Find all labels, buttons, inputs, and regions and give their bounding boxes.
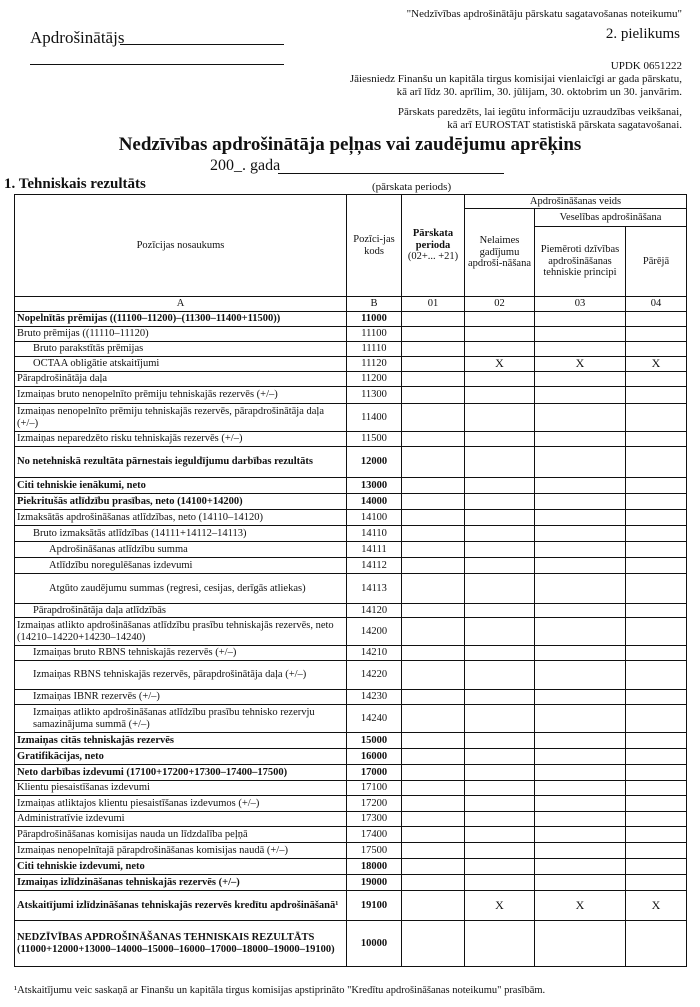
row-name: Pārapdrošināšanas komisijas nauda un līdzdalība peļņā <box>15 827 347 843</box>
value-cell[interactable] <box>535 372 626 387</box>
value-cell[interactable] <box>535 432 626 447</box>
value-cell[interactable] <box>465 765 535 781</box>
value-cell[interactable] <box>465 646 535 661</box>
value-cell[interactable] <box>535 510 626 526</box>
value-cell[interactable] <box>535 812 626 827</box>
value-cell[interactable] <box>535 921 626 967</box>
value-cell[interactable]: X <box>626 357 687 372</box>
row-code: 10000 <box>347 921 402 967</box>
row-code: 17400 <box>347 827 402 843</box>
value-cell[interactable] <box>465 558 535 574</box>
value-cell[interactable] <box>402 510 465 526</box>
row-code: 14120 <box>347 604 402 618</box>
table-row <box>15 558 687 574</box>
table-row <box>15 327 687 342</box>
value-cell[interactable] <box>465 875 535 891</box>
value-cell[interactable] <box>465 796 535 812</box>
value-cell[interactable] <box>465 859 535 875</box>
row-name: Pārapdrošinātāja daļa <box>15 372 347 387</box>
submission-note <box>262 73 682 99</box>
value-cell[interactable] <box>465 387 535 404</box>
value-cell[interactable] <box>626 661 687 690</box>
row-name: Citi tehniskie izdevumi, neto <box>15 859 347 875</box>
table-row <box>15 733 687 749</box>
purpose-note <box>262 106 682 132</box>
value-cell[interactable] <box>626 859 687 875</box>
row-code: 14200 <box>347 618 402 646</box>
value-cell[interactable] <box>465 604 535 618</box>
row-name: Administratīvie izdevumi <box>15 812 347 827</box>
value-cell[interactable] <box>535 478 626 494</box>
value-cell[interactable] <box>465 574 535 604</box>
value-cell[interactable] <box>402 618 465 646</box>
value-cell[interactable] <box>402 526 465 542</box>
header-position-code: Pozīci-jas kods <box>347 195 402 297</box>
row-name: Izmaiņas bruto RBNS tehniskajās rezervēs (+/–) <box>15 646 347 661</box>
col-letter-b: B <box>347 297 402 312</box>
value-cell[interactable]: X <box>626 891 687 921</box>
purpose-note-line-2: kā arī EUROSTAT statistiskā pārskata sagatavošanai. <box>447 119 682 131</box>
value-cell[interactable] <box>626 604 687 618</box>
row-code: 14112 <box>347 558 402 574</box>
value-cell[interactable] <box>465 494 535 510</box>
value-cell[interactable] <box>535 558 626 574</box>
table-row <box>15 404 687 432</box>
table-row <box>15 812 687 827</box>
value-cell[interactable] <box>626 404 687 432</box>
value-cell[interactable] <box>535 765 626 781</box>
value-cell[interactable] <box>465 618 535 646</box>
value-cell[interactable] <box>402 812 465 827</box>
year-input-line[interactable] <box>278 173 504 174</box>
value-cell[interactable] <box>402 796 465 812</box>
table-row <box>15 387 687 404</box>
value-cell[interactable] <box>535 312 626 327</box>
value-cell[interactable] <box>535 447 626 478</box>
value-cell[interactable] <box>626 542 687 558</box>
value-cell[interactable]: X <box>535 357 626 372</box>
value-cell[interactable] <box>465 327 535 342</box>
table-row <box>15 921 687 967</box>
value-cell[interactable] <box>402 447 465 478</box>
row-name: Neto darbības izdevumi (17100+17200+17300–17400–17500) <box>15 765 347 781</box>
purpose-note-line-1: Pārskats paredzēts, lai iegūtu informāciju uzraudzības veikšanai, <box>397 106 682 118</box>
table-row <box>15 526 687 542</box>
regulation-name: "Nedzīvības apdrošinātāju pārskatu sagatavošanas noteikumu" <box>406 8 682 20</box>
table-row <box>15 646 687 661</box>
row-name: No netehniskā rezultāta pārnestais ieguldījumu darbības rezultāts <box>15 447 347 478</box>
value-cell[interactable] <box>402 749 465 765</box>
value-cell[interactable] <box>402 404 465 432</box>
row-name: Gratifikācijas, neto <box>15 749 347 765</box>
value-cell[interactable] <box>626 781 687 796</box>
value-cell[interactable] <box>535 387 626 404</box>
col-number-03: 03 <box>535 297 626 312</box>
value-cell[interactable] <box>626 690 687 705</box>
submission-note-line-2: kā arī līdz 30. aprīlim, 30. jūlijam, 30. oktobrim un 30. janvārim. <box>396 86 682 98</box>
value-cell[interactable] <box>465 447 535 478</box>
annex-label: 2. pielikums <box>605 26 680 42</box>
table-row <box>15 342 687 357</box>
value-cell[interactable] <box>535 646 626 661</box>
value-cell[interactable] <box>402 542 465 558</box>
table-row <box>15 604 687 618</box>
value-cell[interactable] <box>465 526 535 542</box>
value-cell[interactable] <box>535 661 626 690</box>
row-code: 19100 <box>347 891 402 921</box>
value-cell[interactable] <box>465 661 535 690</box>
value-cell[interactable] <box>535 690 626 705</box>
value-cell[interactable] <box>535 542 626 558</box>
table-row <box>15 875 687 891</box>
value-cell[interactable] <box>465 749 535 765</box>
row-code: 15000 <box>347 733 402 749</box>
page-title: Nedzīvības apdrošinātāja peļņas vai zaudējumu aprēķins <box>118 134 582 155</box>
col-letter-a: A <box>15 297 347 312</box>
value-cell[interactable]: X <box>465 891 535 921</box>
value-cell[interactable] <box>465 705 535 733</box>
value-cell[interactable] <box>402 765 465 781</box>
row-code: 11400 <box>347 404 402 432</box>
value-cell[interactable] <box>402 387 465 404</box>
table-row <box>15 510 687 526</box>
value-cell[interactable] <box>535 843 626 859</box>
table-row <box>15 447 687 478</box>
col-number-01: 01 <box>402 297 465 312</box>
value-cell[interactable] <box>535 781 626 796</box>
table-row <box>15 372 687 387</box>
value-cell[interactable] <box>535 526 626 542</box>
value-cell[interactable] <box>402 604 465 618</box>
value-cell[interactable] <box>465 843 535 859</box>
row-name: Izmaiņas atliktajos klientu piesaistīšanas izdevumos (+/–) <box>15 796 347 812</box>
row-code: 19000 <box>347 875 402 891</box>
row-code: 11500 <box>347 432 402 447</box>
value-cell[interactable] <box>402 875 465 891</box>
value-cell[interactable] <box>402 478 465 494</box>
col-number-04: 04 <box>626 297 687 312</box>
header-period <box>402 195 465 297</box>
value-cell[interactable] <box>626 618 687 646</box>
value-cell[interactable] <box>626 432 687 447</box>
value-cell[interactable] <box>465 733 535 749</box>
row-name: Izmaiņas IBNR rezervēs (+/–) <box>15 690 347 705</box>
value-cell[interactable] <box>402 705 465 733</box>
row-name: Izmaiņas atlikto apdrošināšanas atlīdzību prasību tehniskajās rezervēs, neto (14210–14220+14230–14240) <box>15 618 347 646</box>
table-row <box>15 843 687 859</box>
value-cell[interactable] <box>402 781 465 796</box>
value-cell[interactable] <box>402 357 465 372</box>
value-cell[interactable] <box>465 542 535 558</box>
value-cell[interactable] <box>535 494 626 510</box>
value-cell[interactable] <box>626 843 687 859</box>
value-cell[interactable] <box>535 705 626 733</box>
value-cell[interactable] <box>402 661 465 690</box>
row-code: 11100 <box>347 327 402 342</box>
value-cell[interactable] <box>402 827 465 843</box>
value-cell[interactable] <box>626 827 687 843</box>
row-name: NEDZĪVĪBAS APDROŠINĀŠANAS TEHNISKAIS REZULTĀTS (11000+12000+13000–14000–15000–16000–17000–18000–19000–19100) <box>15 921 347 967</box>
value-cell[interactable] <box>465 404 535 432</box>
row-code: 11110 <box>347 342 402 357</box>
table-row <box>15 478 687 494</box>
value-cell[interactable] <box>535 327 626 342</box>
header-period-label: Pārskata perioda <box>412 228 454 251</box>
value-cell[interactable] <box>465 510 535 526</box>
row-name: OCTAA obligātie atskaitījumi <box>15 357 347 372</box>
col-number-02: 02 <box>465 297 535 312</box>
table-row <box>15 859 687 875</box>
value-cell[interactable] <box>465 827 535 843</box>
row-code: 17000 <box>347 765 402 781</box>
period-note: (pārskata periods) <box>372 181 452 193</box>
insurer-label: Apdrošinātājs <box>30 28 125 47</box>
table-row <box>15 542 687 558</box>
row-name: Izmaiņas bruto nenopelnīto prēmiju tehniskajās rezervēs (+/–) <box>15 387 347 404</box>
value-cell[interactable] <box>626 733 687 749</box>
row-name: Izmaiņas atlikto apdrošināšanas atlīdzību prasību tehnisko rezervju samazinājuma summā (+/–) <box>15 705 347 733</box>
row-name: Izmaiņas neparedzēto risku tehniskajās rezervēs (+/–) <box>15 432 347 447</box>
value-cell[interactable] <box>626 921 687 967</box>
header-period-formula: (02+... +21) <box>407 251 459 263</box>
value-cell[interactable] <box>402 494 465 510</box>
value-cell[interactable] <box>626 558 687 574</box>
row-name: Izmaiņas RBNS tehniskajās rezervēs, pārapdrošinātāja daļa (+/–) <box>15 661 347 690</box>
table-row <box>15 891 687 921</box>
value-cell[interactable] <box>535 796 626 812</box>
table-row <box>15 618 687 646</box>
value-cell[interactable] <box>402 921 465 967</box>
value-cell[interactable] <box>535 733 626 749</box>
value-cell[interactable] <box>402 327 465 342</box>
table-row <box>15 765 687 781</box>
row-code: 18000 <box>347 859 402 875</box>
value-cell[interactable] <box>626 705 687 733</box>
value-cell[interactable] <box>626 478 687 494</box>
table-row <box>15 796 687 812</box>
value-cell[interactable] <box>402 646 465 661</box>
value-cell[interactable] <box>535 875 626 891</box>
value-cell[interactable] <box>465 478 535 494</box>
row-name: Nopelnītās prēmijas ((11100–11200)–(11300–11400+11500)) <box>15 312 347 327</box>
row-code: 14220 <box>347 661 402 690</box>
value-cell[interactable] <box>402 891 465 921</box>
row-code: 14111 <box>347 542 402 558</box>
header-position-name: Pozīcijas nosaukums <box>15 195 347 297</box>
value-cell[interactable] <box>402 342 465 357</box>
row-code: 17200 <box>347 796 402 812</box>
row-code: 16000 <box>347 749 402 765</box>
table-row <box>15 357 687 372</box>
value-cell[interactable] <box>626 510 687 526</box>
row-name: Izmaiņas nenopelnītajā pārapdrošināšanas komisijas naudā (+/–) <box>15 843 347 859</box>
header-insurance-type: Apdrošināšanas veids <box>465 195 687 209</box>
row-name: Citi tehniskie ienākumi, neto <box>15 478 347 494</box>
row-code: 14110 <box>347 526 402 542</box>
row-name: Izmaiņas izlīdzināšanas tehniskajās rezervēs (+/–) <box>15 875 347 891</box>
value-cell[interactable] <box>465 812 535 827</box>
row-code: 14113 <box>347 574 402 604</box>
form-code: UPDK 0651222 <box>610 60 682 72</box>
table-row <box>15 690 687 705</box>
row-name: Bruto prēmijas ((11110–11120) <box>15 327 347 342</box>
header-accident: Nelaimes gadījumu apdroši-nāšana <box>465 209 535 297</box>
value-cell[interactable] <box>402 312 465 327</box>
value-cell[interactable] <box>626 494 687 510</box>
table-row <box>15 705 687 733</box>
value-cell[interactable] <box>465 372 535 387</box>
value-cell[interactable] <box>626 875 687 891</box>
table-row <box>15 574 687 604</box>
value-cell[interactable] <box>465 690 535 705</box>
value-cell[interactable] <box>626 574 687 604</box>
row-code: 17500 <box>347 843 402 859</box>
value-cell[interactable] <box>535 827 626 843</box>
row-name: Atskaitījumi izlīdzināšanas tehniskajās rezervēs kredītu apdrošināšanā¹ <box>15 891 347 921</box>
value-cell[interactable] <box>535 404 626 432</box>
value-cell[interactable] <box>626 796 687 812</box>
year-label: 200_. gada <box>210 157 281 174</box>
report-table <box>14 194 687 967</box>
row-code: 14210 <box>347 646 402 661</box>
row-code: 11300 <box>347 387 402 404</box>
value-cell[interactable] <box>626 646 687 661</box>
header-technical-principles: Piemēroti dzīvības apdrošināšanas tehniskie principi <box>535 227 626 297</box>
value-cell[interactable] <box>626 749 687 765</box>
value-cell[interactable] <box>626 327 687 342</box>
value-cell[interactable] <box>402 558 465 574</box>
row-code: 13000 <box>347 478 402 494</box>
row-name: Pārapdrošinātāja daļa atlīdzībās <box>15 604 347 618</box>
row-name: Bruto parakstītās prēmijas <box>15 342 347 357</box>
value-cell[interactable] <box>402 690 465 705</box>
value-cell[interactable] <box>402 372 465 387</box>
insurer-name-line[interactable] <box>120 44 284 45</box>
value-cell[interactable] <box>402 733 465 749</box>
value-cell[interactable]: X <box>535 891 626 921</box>
section-title: 1. Tehniskais rezultāts <box>4 176 146 192</box>
value-cell[interactable] <box>402 859 465 875</box>
row-name: Bruto izmaksātās atlīdzības (14111+14112–14113) <box>15 526 347 542</box>
value-cell[interactable] <box>402 574 465 604</box>
value-cell[interactable] <box>465 921 535 967</box>
row-code: 14100 <box>347 510 402 526</box>
value-cell[interactable] <box>626 342 687 357</box>
value-cell[interactable] <box>535 604 626 618</box>
header-other: Pārējā <box>626 227 687 297</box>
value-cell[interactable] <box>626 372 687 387</box>
table-row <box>15 312 687 327</box>
value-cell[interactable] <box>535 342 626 357</box>
row-code: 14240 <box>347 705 402 733</box>
row-name: Piekritušās atlīdzību prasības, neto (14100+14200) <box>15 494 347 510</box>
row-code: 14230 <box>347 690 402 705</box>
row-name: Klientu piesaistīšanas izdevumi <box>15 781 347 796</box>
value-cell[interactable]: X <box>465 357 535 372</box>
table-row <box>15 749 687 765</box>
value-cell[interactable] <box>402 843 465 859</box>
table-row <box>15 432 687 447</box>
row-code: 12000 <box>347 447 402 478</box>
table-row <box>15 827 687 843</box>
row-code: 11120 <box>347 357 402 372</box>
value-cell[interactable] <box>465 342 535 357</box>
row-name: Atlīdzību noregulēšanas izdevumi <box>15 558 347 574</box>
row-name: Apdrošināšanas atlīdzību summa <box>15 542 347 558</box>
value-cell[interactable] <box>535 749 626 765</box>
row-code: 17300 <box>347 812 402 827</box>
row-name: Izmaiņas citās tehniskajās rezervēs <box>15 733 347 749</box>
table-row <box>15 781 687 796</box>
row-name: Izmaiņas nenopelnīto prēmiju tehniskajās rezervēs, pārapdrošinātāja daļa (+/–) <box>15 404 347 432</box>
table-row <box>15 661 687 690</box>
value-cell[interactable] <box>626 447 687 478</box>
row-code: 11200 <box>347 372 402 387</box>
insurer-name-line-2[interactable] <box>30 64 284 65</box>
value-cell[interactable] <box>402 432 465 447</box>
row-code: 17100 <box>347 781 402 796</box>
value-cell[interactable] <box>626 812 687 827</box>
row-code: 11000 <box>347 312 402 327</box>
row-code: 14000 <box>347 494 402 510</box>
header-health: Veselības apdrošināšana <box>535 209 687 227</box>
value-cell[interactable] <box>465 432 535 447</box>
value-cell[interactable] <box>465 312 535 327</box>
footnote: ¹Atskaitījumu veic saskaņā ar Finanšu un kapitāla tirgus komisijas apstiprināto "Kredītu apdrošināšanas noteikumu" prasībām. <box>14 985 546 996</box>
row-name: Atgūto zaudējumu summas (regresi, cesijas, derīgās atliekas) <box>15 574 347 604</box>
value-cell[interactable] <box>626 765 687 781</box>
value-cell[interactable] <box>535 859 626 875</box>
table-row <box>15 494 687 510</box>
value-cell[interactable] <box>626 387 687 404</box>
value-cell[interactable] <box>535 618 626 646</box>
value-cell[interactable] <box>626 526 687 542</box>
row-name: Izmaksātās apdrošināšanas atlīdzības, neto (14110–14120) <box>15 510 347 526</box>
value-cell[interactable] <box>535 574 626 604</box>
submission-note-line-1: Jāiesniedz Finanšu un kapitāla tirgus komisijai vienlaicīgi ar gada pārskatu, <box>349 73 682 85</box>
value-cell[interactable] <box>626 312 687 327</box>
value-cell[interactable] <box>465 781 535 796</box>
